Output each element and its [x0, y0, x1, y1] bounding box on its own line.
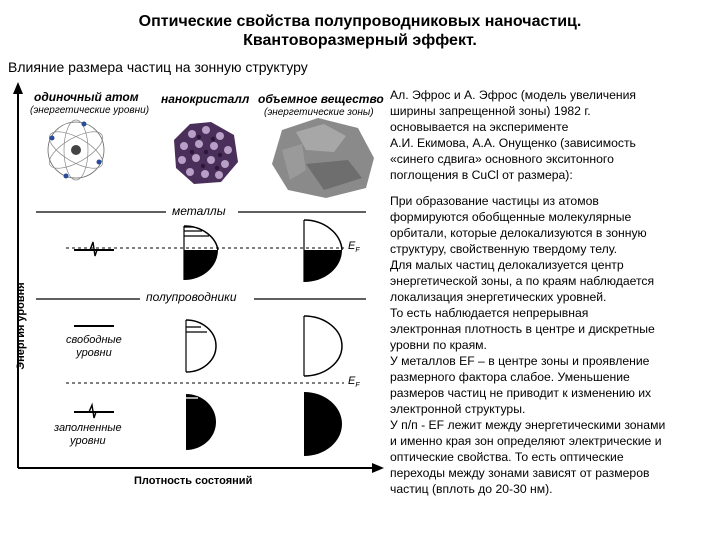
- col3-subtitle: (энергетические зоны): [264, 107, 374, 118]
- p2-line-3: орбитали, которые делокализуются в зонную: [390, 226, 647, 240]
- semiconductor-bulk-upper-band: [304, 316, 342, 376]
- p2-line-10: уровни по краям.: [390, 338, 487, 352]
- free-levels-label: свободные уровни: [66, 334, 122, 359]
- p2-line-19: частиц (вплоть до 20-30 нм).: [390, 482, 553, 496]
- p2-line-14: электронной структуры.: [390, 402, 526, 416]
- p2-line-15: У п/п - EF лежит между энергетическими зонами: [390, 418, 666, 432]
- p2-line-16: и именно края зон определяют электрические и: [390, 434, 662, 448]
- metal-bulk-band: [304, 220, 342, 282]
- p2-line-18: переходы между зонами зависят от размеров: [390, 466, 650, 480]
- p2-line-6: энергетической зоны, а по краям наблюдается: [390, 274, 655, 288]
- title-line-1: Оптические свойства полупроводниковых наночастиц.: [138, 13, 582, 30]
- y-axis-label: Энергия уровня: [15, 282, 27, 370]
- p1-line-2: ширины запрещенной зоны) 1982 г.: [390, 104, 591, 118]
- title-line-2: Квантоворазмерный эффект.: [243, 32, 477, 49]
- p1-line-1: Ал. Эфрос и А. Эфрос (модель увеличения: [390, 88, 637, 102]
- p2-line-7: локализация энергетических уровней.: [390, 290, 607, 304]
- p1-line-5: «синего сдвига» основного экситонного: [390, 152, 614, 166]
- p1-line-4: А.И. Екимова, А.А. Онущенко (зависимость: [390, 136, 636, 150]
- p2-line-4: структуру, свойственную твердому телу.: [390, 242, 618, 256]
- col3-title: объемное вещество: [258, 92, 384, 106]
- p2-line-12: размерного фактора слабое. Уменьшение: [390, 370, 630, 384]
- filled-levels-label: заполненные уровни: [54, 422, 122, 447]
- p2-line-13: размеров частиц не приводит к изменению их: [390, 386, 652, 400]
- p2-line-5: Для малых частиц делокализуется центр: [390, 258, 624, 272]
- page-title: [60, 12, 660, 50]
- fermi-label-semiconductors: $E_F$: [348, 375, 360, 390]
- semiconductor-nanocrystal-lower-band: [186, 394, 216, 450]
- y-axis-arrow: [13, 82, 23, 94]
- p1-line-3: основывается на эксперименте: [390, 120, 569, 134]
- p2-line-9: электронная плотность в центре и дискретные: [390, 322, 655, 336]
- p2-line-2: формируются обобщенные молекулярные: [390, 210, 632, 224]
- semiconductor-bulk-lower-band: [304, 392, 342, 456]
- col1-subtitle: (энергетические уровни): [30, 105, 150, 116]
- explanation-text: [390, 87, 712, 497]
- bulk-rock-illustration: [272, 118, 374, 198]
- p2-line-8: То есть наблюдается непрерывная: [390, 306, 589, 320]
- p2-line-1: При образование частицы из атомов: [390, 194, 599, 208]
- col2-title: нанокристалл: [161, 92, 250, 106]
- metal-nanocrystal-band: [184, 226, 218, 280]
- paragraph-1: [390, 87, 712, 183]
- fermi-label-metals: $E_F$: [348, 240, 360, 255]
- x-axis-label: Плотность состояний: [134, 475, 253, 487]
- paragraph-2: [390, 193, 712, 497]
- metals-label: металлы: [172, 204, 226, 218]
- p2-line-17: оптические свойства. То есть оптические: [390, 450, 624, 464]
- semiconductor-nanocrystal-upper-band: [186, 320, 216, 372]
- x-axis-arrow: [372, 463, 384, 473]
- nanocrystal-illustration: [174, 122, 238, 184]
- semiconductors-label: полупроводники: [146, 290, 237, 304]
- band-structure-figure: [6, 80, 386, 510]
- p2-line-11: У металлов EF – в центре зоны и проявление: [390, 354, 650, 368]
- atom-illustration: [44, 120, 108, 180]
- p1-line-6: поглощения в CuCl от размера):: [390, 168, 573, 182]
- col1-title: одиночный атом: [34, 90, 139, 104]
- section-subtitle: Влияние размера частиц на зонную структуру: [8, 59, 308, 75]
